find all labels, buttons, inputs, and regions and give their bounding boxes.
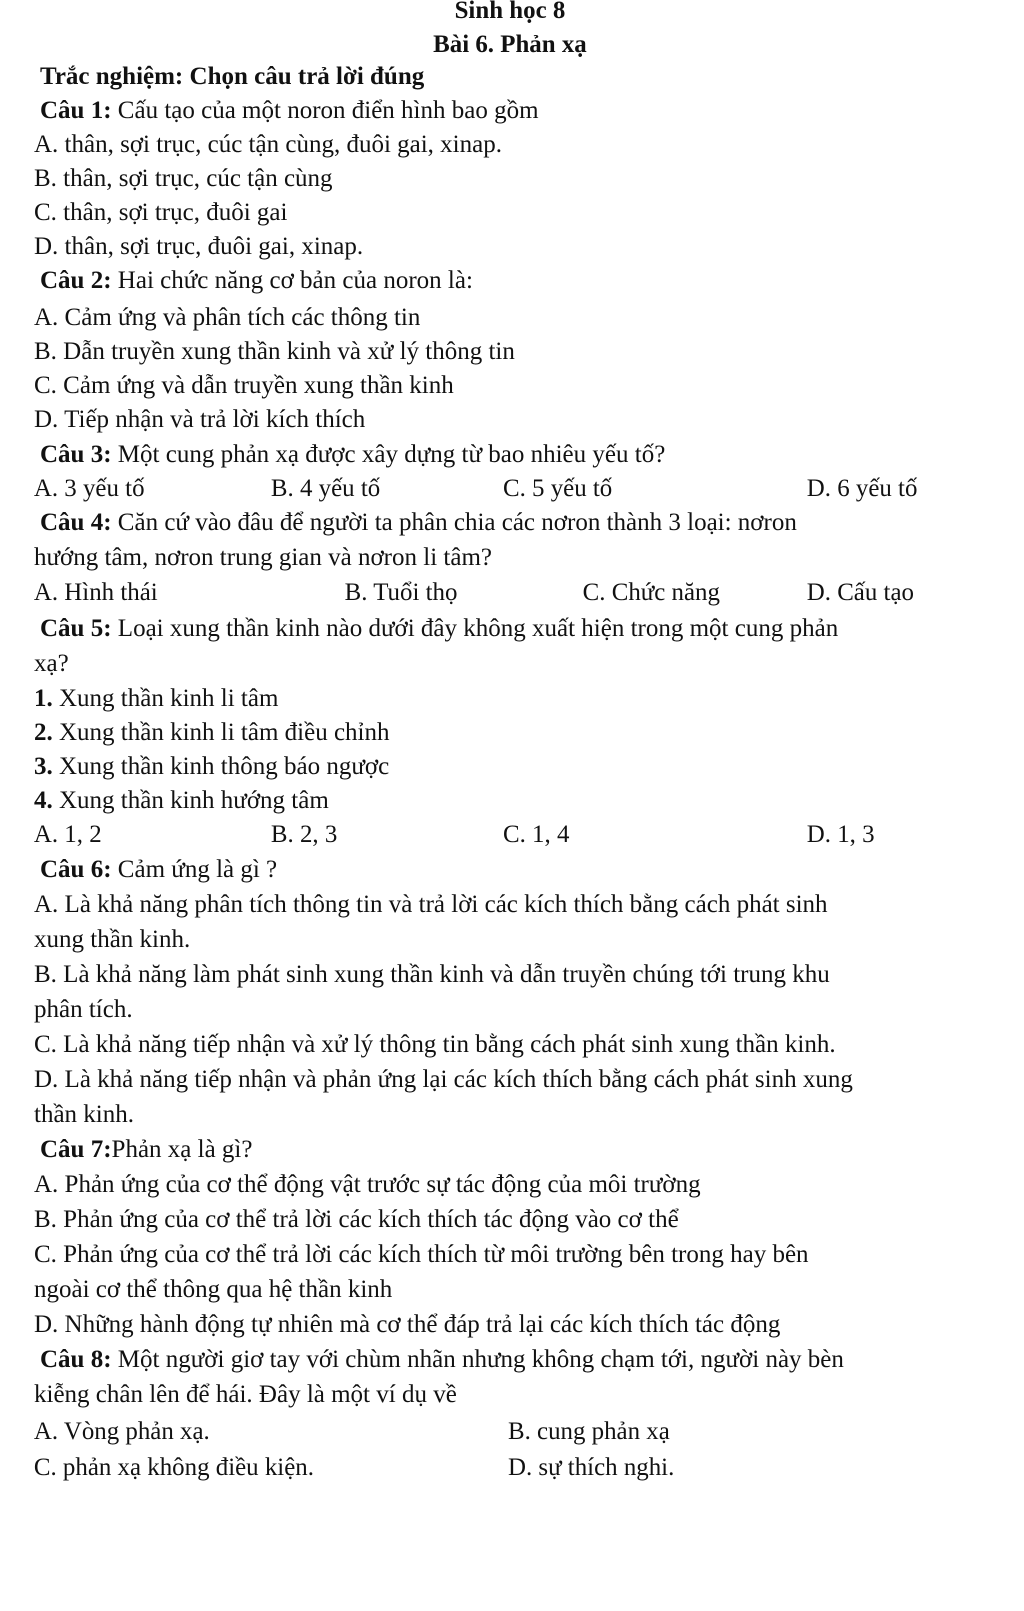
list-item — [34, 752, 389, 782]
question-label: Câu 4: — [40, 509, 112, 536]
list-item — [34, 718, 390, 748]
item-number: 2. — [34, 719, 53, 746]
item-text: Xung thần kinh thông báo ngược — [52, 753, 390, 780]
option: A. Cảm ứng và phân tích các thông tin — [34, 304, 421, 331]
option-continued: ngoài cơ thể thông qua hệ thần kinh — [34, 1276, 393, 1303]
option: A. Hình thái — [33, 579, 158, 606]
question-4 — [40, 508, 797, 538]
question-1 — [40, 96, 539, 126]
item-text: Xung thần kinh li tâm — [52, 685, 279, 712]
option: B. 2, 3 — [270, 821, 338, 848]
option: A. Là khả năng phân tích thông tin và trả lời các kích thích bằng cách phát sinh — [34, 891, 828, 918]
option: B. Tuổi thọ — [344, 579, 458, 606]
question-7 — [40, 1135, 252, 1165]
option: C. thân, sợi trục, đuôi gai — [34, 199, 288, 226]
option: D. Là khả năng tiếp nhận và phản ứng lại các kích thích bằng cách phát sinh xung — [34, 1066, 853, 1093]
option: A. thân, sợi trục, cúc tận cùng, đuôi gai, xinap. — [34, 131, 502, 158]
question-text-continued: kiễng chân lên để hái. Đây là một ví dụ về — [34, 1381, 457, 1408]
option: D. Những hành động tự nhiên mà cơ thể đáp trả lại các kích thích tác động — [34, 1311, 781, 1338]
option: D. sự thích nghi. — [507, 1454, 675, 1481]
option-continued: phân tích. — [34, 996, 133, 1023]
question-text: Một cung phản xạ được xây dựng từ bao nhiêu yếu tố? — [111, 441, 666, 468]
question-label: Câu 7: — [40, 1136, 112, 1163]
option: C. Phản ứng của cơ thể trả lời các kích thích từ môi trường bên trong hay bên — [34, 1241, 809, 1268]
item-number: 3. — [34, 753, 53, 780]
question-text: Một người giơ tay với chùm nhãn nhưng không chạm tới, người này bèn — [111, 1346, 844, 1373]
question-2 — [40, 266, 473, 296]
option: C. 1, 4 — [502, 821, 570, 848]
question-text: Căn cứ vào đâu để người ta phân chia các nơron thành 3 loại: nơron — [111, 509, 797, 536]
lesson-title: Bài 6. Phản xạ — [433, 31, 587, 58]
list-item — [34, 684, 278, 714]
option: C. Chức năng — [582, 579, 720, 606]
question-label: Câu 2: — [40, 267, 112, 294]
option: B. 4 yếu tố — [270, 475, 381, 502]
item-number: 1. — [34, 685, 53, 712]
option: C. phản xạ không điều kiện. — [33, 1454, 314, 1481]
subject-title: Sinh học 8 — [454, 0, 566, 24]
option-continued: thần kinh. — [34, 1101, 134, 1128]
question-text: Cấu tạo của một noron điển hình bao gồm — [111, 97, 539, 124]
list-item — [34, 786, 329, 816]
option: C. Là khả năng tiếp nhận và xử lý thông tin bằng cách phát sinh xung thần kinh. — [34, 1031, 836, 1058]
question-text: Phản xạ là gì? — [111, 1136, 253, 1163]
option: A. Phản ứng của cơ thể động vật trước sự tác động của môi trường — [34, 1171, 701, 1198]
instruction: Trắc nghiệm: Chọn câu trả lời đúng — [40, 63, 425, 90]
option: B. Dẫn truyền xung thần kinh và xử lý thông tin — [34, 338, 515, 365]
option: B. cung phản xạ — [507, 1418, 670, 1445]
question-label: Câu 6: — [40, 856, 112, 883]
question-6 — [40, 855, 277, 885]
item-number: 4. — [34, 787, 53, 814]
question-text: Loại xung thần kinh nào dưới đây không xuất hiện trong một cung phản — [111, 615, 839, 642]
question-8 — [40, 1345, 844, 1375]
question-5 — [40, 614, 838, 644]
question-label: Câu 1: — [40, 97, 112, 124]
option-continued: xung thần kinh. — [34, 926, 191, 953]
option: D. thân, sợi trục, đuôi gai, xinap. — [34, 233, 364, 260]
option: A. 3 yếu tố — [33, 475, 145, 502]
option: A. 1, 2 — [33, 821, 102, 848]
item-text: Xung thần kinh hướng tâm — [52, 787, 329, 814]
question-label: Câu 5: — [40, 615, 112, 642]
question-3 — [40, 440, 665, 470]
item-text: Xung thần kinh li tâm điều chỉnh — [52, 719, 390, 746]
question-text: Hai chức năng cơ bản của noron là: — [111, 267, 473, 294]
option: D. Cấu tạo — [806, 579, 914, 606]
question-label: Câu 3: — [40, 441, 112, 468]
question-text-continued: xạ? — [34, 650, 69, 677]
question-label: Câu 8: — [40, 1346, 112, 1373]
question-text: Cảm ứng là gì ? — [111, 856, 278, 883]
option: C. Cảm ứng và dẫn truyền xung thần kinh — [34, 372, 454, 399]
option: B. Phản ứng của cơ thể trả lời các kích thích tác động vào cơ thể — [34, 1206, 679, 1233]
option: C. 5 yếu tố — [502, 475, 613, 502]
option: B. thân, sợi trục, cúc tận cùng — [34, 165, 333, 192]
option: D. 1, 3 — [806, 821, 875, 848]
option: A. Vòng phản xạ. — [33, 1418, 210, 1445]
question-text-continued: hướng tâm, nơron trung gian và nơron li tâm? — [34, 544, 492, 571]
option: B. Là khả năng làm phát sinh xung thần kinh và dẫn truyền chúng tới trung khu — [34, 961, 830, 988]
option: D. 6 yếu tố — [806, 475, 918, 502]
option: D. Tiếp nhận và trả lời kích thích — [34, 406, 366, 433]
